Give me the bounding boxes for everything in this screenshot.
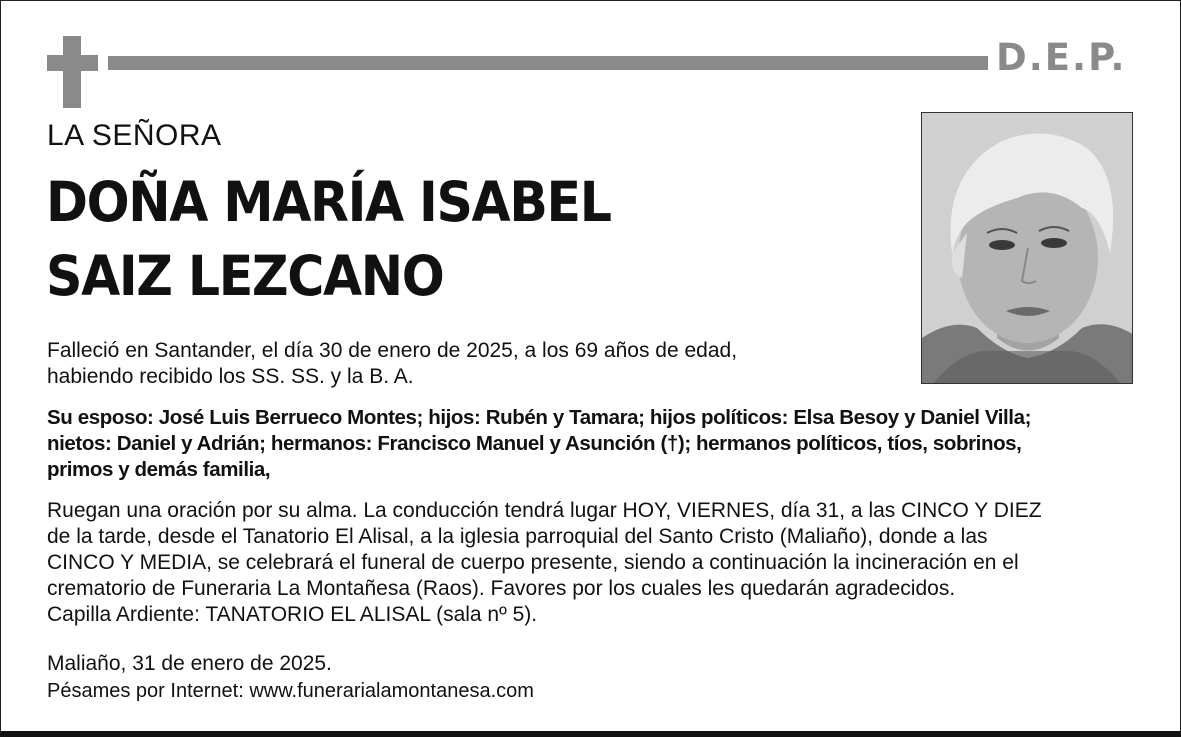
deceased-name xyxy=(46,165,611,313)
condolences-link: Pésames por Internet: www.funerarialamontanesa.com xyxy=(47,680,534,702)
death-notice-line: habiendo recibido los SS. SS. y la B. A. xyxy=(47,365,414,388)
ceremony-line: Ruegan una oración por su alma. La conducción tendrá lugar HOY, VIERNES, día 31, a las CINCO Y DIEZ xyxy=(47,499,1042,522)
ceremony-line: CINCO Y MEDIA, se celebrará el funeral de cuerpo presente, siendo a continuación la incineración en el xyxy=(47,551,1019,574)
family-line: Su esposo: José Luis Berrueco Montes; hijos: Rubén y Tamara; hijos políticos: Elsa Besoy y Daniel Villa; xyxy=(47,406,1032,429)
family-list xyxy=(47,405,1137,483)
death-notice xyxy=(47,338,907,390)
ceremony-line: Capilla Ardiente: TANATORIO EL ALISAL (sala nº 5). xyxy=(47,603,538,626)
ceremony-line: de la tarde, desde el Tanatorio El Alisal, a la iglesia parroquial del Santo Cristo (Maliaño), donde a las xyxy=(47,525,988,548)
place-date: Maliaño, 31 de enero de 2025. xyxy=(47,652,332,675)
cross-icon-bar xyxy=(47,55,98,71)
intro-label: LA SEÑORA xyxy=(47,119,222,152)
header-rule xyxy=(108,56,988,70)
name-line-1: DOÑA MARÍA ISABEL xyxy=(46,170,611,234)
family-line: primos y demás familia, xyxy=(47,458,271,481)
portrait-photo xyxy=(921,112,1133,384)
name-line-2: SAIZ LEZCANO xyxy=(46,244,444,308)
cross-icon xyxy=(63,36,81,108)
ceremony-details xyxy=(47,498,1137,628)
death-notice-line: Falleció en Santander, el día 30 de enero de 2025, a los 69 años de edad, xyxy=(47,339,738,362)
family-line: nietos: Daniel y Adrián; hermanos: Francisco Manuel y Asunción (†); hermanos políticos, tíos, sobrinos, xyxy=(47,432,1022,455)
ceremony-line: crematorio de Funeraria La Montañesa (Raos). Favores por los cuales les quedarán agradecidos. xyxy=(47,577,956,600)
dep-label: D.E.P. xyxy=(996,36,1127,79)
